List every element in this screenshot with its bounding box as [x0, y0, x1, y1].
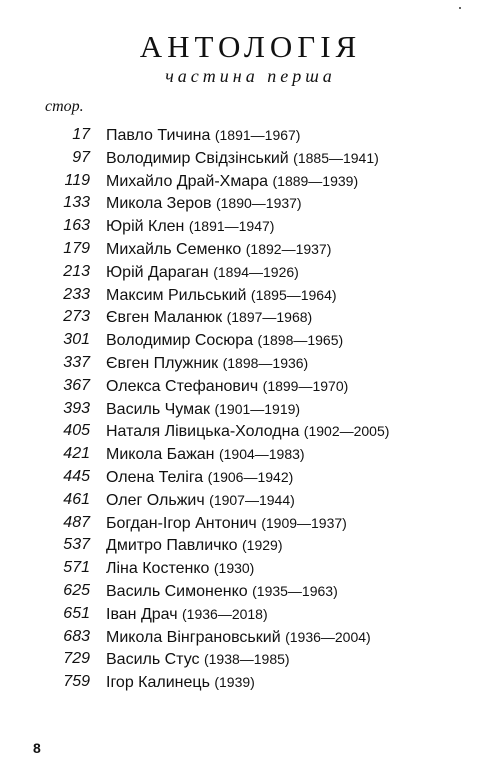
toc-entry	[0, 170, 501, 193]
toc-entry	[0, 238, 501, 261]
toc-author	[106, 557, 254, 581]
toc-page-number: 405	[63, 422, 90, 440]
toc-entry	[0, 284, 501, 307]
toc-author	[106, 626, 371, 650]
toc-page-number: 337	[63, 353, 90, 371]
toc-page-number: 445	[63, 467, 90, 485]
folio-page-number: 8	[33, 740, 41, 756]
toc-entry	[0, 261, 501, 284]
toc-author-years: (1938—1985)	[203, 651, 290, 668]
toc-entry	[0, 512, 501, 535]
toc-author-name: Євген Плужник	[106, 354, 219, 372]
toc-author-name: Олекса Стефанович	[106, 377, 259, 395]
toc-author-name: Євген Маланюк	[106, 309, 223, 327]
toc-page-number: 163	[63, 217, 90, 235]
toc-author-name: Микола Бажан	[106, 446, 215, 464]
toc-author-years: (1929)	[242, 537, 283, 554]
toc-author	[106, 261, 299, 285]
toc-page-number: 651	[63, 604, 90, 622]
toc-page-number: 273	[63, 308, 90, 326]
toc-entry	[0, 648, 501, 671]
toc-page-number: 213	[63, 262, 90, 280]
toc-author	[106, 375, 348, 399]
toc-author	[106, 238, 331, 262]
toc-author-name: Максим Рильський	[106, 286, 247, 304]
toc-author-name: Дмитро Павличко	[106, 537, 238, 555]
toc-page-number: 367	[63, 376, 90, 394]
toc-author-name: Михайло Драй-Хмара	[106, 172, 269, 190]
toc-author-name: Михайль Семенко	[106, 240, 242, 258]
toc-author	[106, 147, 379, 171]
toc-author-years: (1935—1963)	[252, 582, 338, 599]
toc-author-years: (1885—1941)	[293, 149, 379, 166]
toc-author	[106, 352, 308, 376]
toc-author	[106, 443, 305, 467]
toc-author-years: (1899—1970)	[262, 377, 349, 394]
toc-page-number: 97	[72, 148, 90, 166]
toc-author	[106, 580, 338, 604]
toc-page-number: 17	[72, 126, 90, 143]
toc-entry	[0, 557, 501, 580]
toc-page-number: 571	[63, 559, 90, 577]
toc-author-years: (1898—1965)	[257, 332, 344, 349]
toc-entry	[0, 626, 501, 649]
toc-author-name: Володимир Сосюра	[106, 332, 254, 350]
page-column-label: стор.	[45, 98, 84, 115]
toc-author-years: (1907—1944)	[209, 491, 295, 508]
toc-entry	[0, 420, 501, 443]
toc-author	[106, 466, 293, 490]
toc-author	[106, 603, 268, 627]
toc-author-name: Іван Драч	[106, 605, 178, 623]
table-of-contents	[0, 124, 501, 694]
toc-author-years: (1936—2004)	[285, 628, 371, 645]
toc-author-years: (1939)	[214, 674, 255, 691]
page-title: АНТОЛОГІЯ	[139, 29, 362, 64]
toc-author	[106, 124, 300, 148]
toc-author-name: Ліна Костенко	[106, 560, 210, 578]
toc-author-years: (1894—1926)	[213, 263, 299, 280]
toc-entry	[0, 671, 501, 694]
toc-page-number: 729	[63, 650, 90, 668]
toc-page-number: 683	[63, 627, 90, 645]
toc-entry	[0, 306, 501, 329]
toc-author-name: Володимир Свідзінський	[106, 149, 289, 167]
toc-author-name: Олег Ольжич	[106, 491, 205, 509]
toc-entry	[0, 192, 501, 215]
toc-author	[106, 398, 300, 422]
toc-author-years: (1890—1937)	[215, 195, 302, 212]
toc-entry	[0, 147, 501, 170]
toc-author-years: (1897—1968)	[226, 309, 313, 326]
toc-page-number: 233	[63, 285, 90, 303]
toc-page-number: 179	[63, 239, 90, 257]
toc-entry	[0, 489, 501, 512]
toc-author-name: Наталя Лівицька-Холодна	[106, 423, 300, 441]
toc-author-name: Павло Тичина	[106, 127, 211, 144]
toc-author	[106, 420, 389, 444]
toc-author	[106, 192, 302, 216]
toc-page-number: 461	[63, 490, 90, 508]
toc-entry	[0, 534, 501, 557]
toc-author-name: Василь Стус	[106, 651, 200, 669]
toc-author-name: Юрій Дараган	[106, 263, 209, 281]
toc-author-name: Микола Зеров	[106, 195, 212, 213]
toc-entry	[0, 375, 501, 398]
toc-author	[106, 534, 282, 558]
toc-author-name: Микола Вінграновський	[106, 628, 281, 646]
toc-author	[106, 284, 337, 308]
toc-author-years: (1901—1919)	[214, 400, 301, 417]
toc-author-years: (1892—1937)	[245, 240, 332, 257]
toc-author	[106, 306, 312, 330]
toc-page-number: 487	[63, 513, 90, 531]
toc-author-years: (1891—1967)	[214, 127, 301, 143]
toc-entry	[0, 398, 501, 421]
toc-author-years: (1904—1983)	[218, 446, 305, 463]
toc-author-years: (1902—2005)	[303, 423, 390, 440]
toc-page-number: 537	[63, 536, 90, 554]
toc-author	[106, 489, 295, 513]
toc-page-number: 421	[63, 445, 90, 463]
toc-author-name: Василь Чумак	[106, 400, 211, 418]
toc-page-number: 625	[63, 581, 90, 599]
toc-author-years: (1898—1936)	[222, 354, 309, 371]
toc-author	[106, 329, 343, 353]
toc-author	[106, 671, 255, 695]
toc-author-years: (1895—1964)	[250, 286, 337, 303]
toc-author-name: Олена Теліга	[106, 468, 204, 486]
toc-author	[106, 215, 274, 239]
toc-entry	[0, 352, 501, 375]
toc-author-years: (1889—1939)	[272, 172, 359, 189]
toc-page-number: 301	[63, 331, 90, 349]
toc-author	[106, 512, 347, 536]
toc-page-number: 759	[63, 673, 90, 691]
toc-author-years: (1906—1942)	[207, 468, 294, 485]
toc-entry	[0, 215, 501, 238]
page-subtitle: частина перша	[165, 66, 336, 86]
toc-entry	[0, 603, 501, 626]
toc-entry	[0, 580, 501, 603]
toc-entry	[0, 329, 501, 352]
toc-author-name: Ігор Калинець	[106, 674, 210, 692]
toc-entry	[0, 466, 501, 489]
toc-author-name: Василь Симоненко	[106, 582, 248, 600]
toc-author-name: Юрій Клен	[106, 218, 185, 236]
toc-author-years: (1936—2018)	[182, 605, 268, 622]
toc-entry	[0, 443, 501, 466]
print-speck	[459, 7, 461, 9]
toc-page-number: 119	[64, 171, 90, 189]
toc-author-years: (1909—1937)	[261, 514, 347, 531]
toc-author-years: (1930)	[213, 560, 255, 577]
toc-page-number: 133	[63, 194, 90, 212]
toc-author	[106, 648, 290, 672]
toc-author	[106, 170, 358, 194]
toc-page-number: 393	[63, 399, 90, 417]
toc-author-years: (1891—1947)	[188, 218, 275, 235]
toc-entry	[0, 124, 501, 147]
toc-author-name: Богдан-Ігор Антонич	[106, 514, 257, 532]
